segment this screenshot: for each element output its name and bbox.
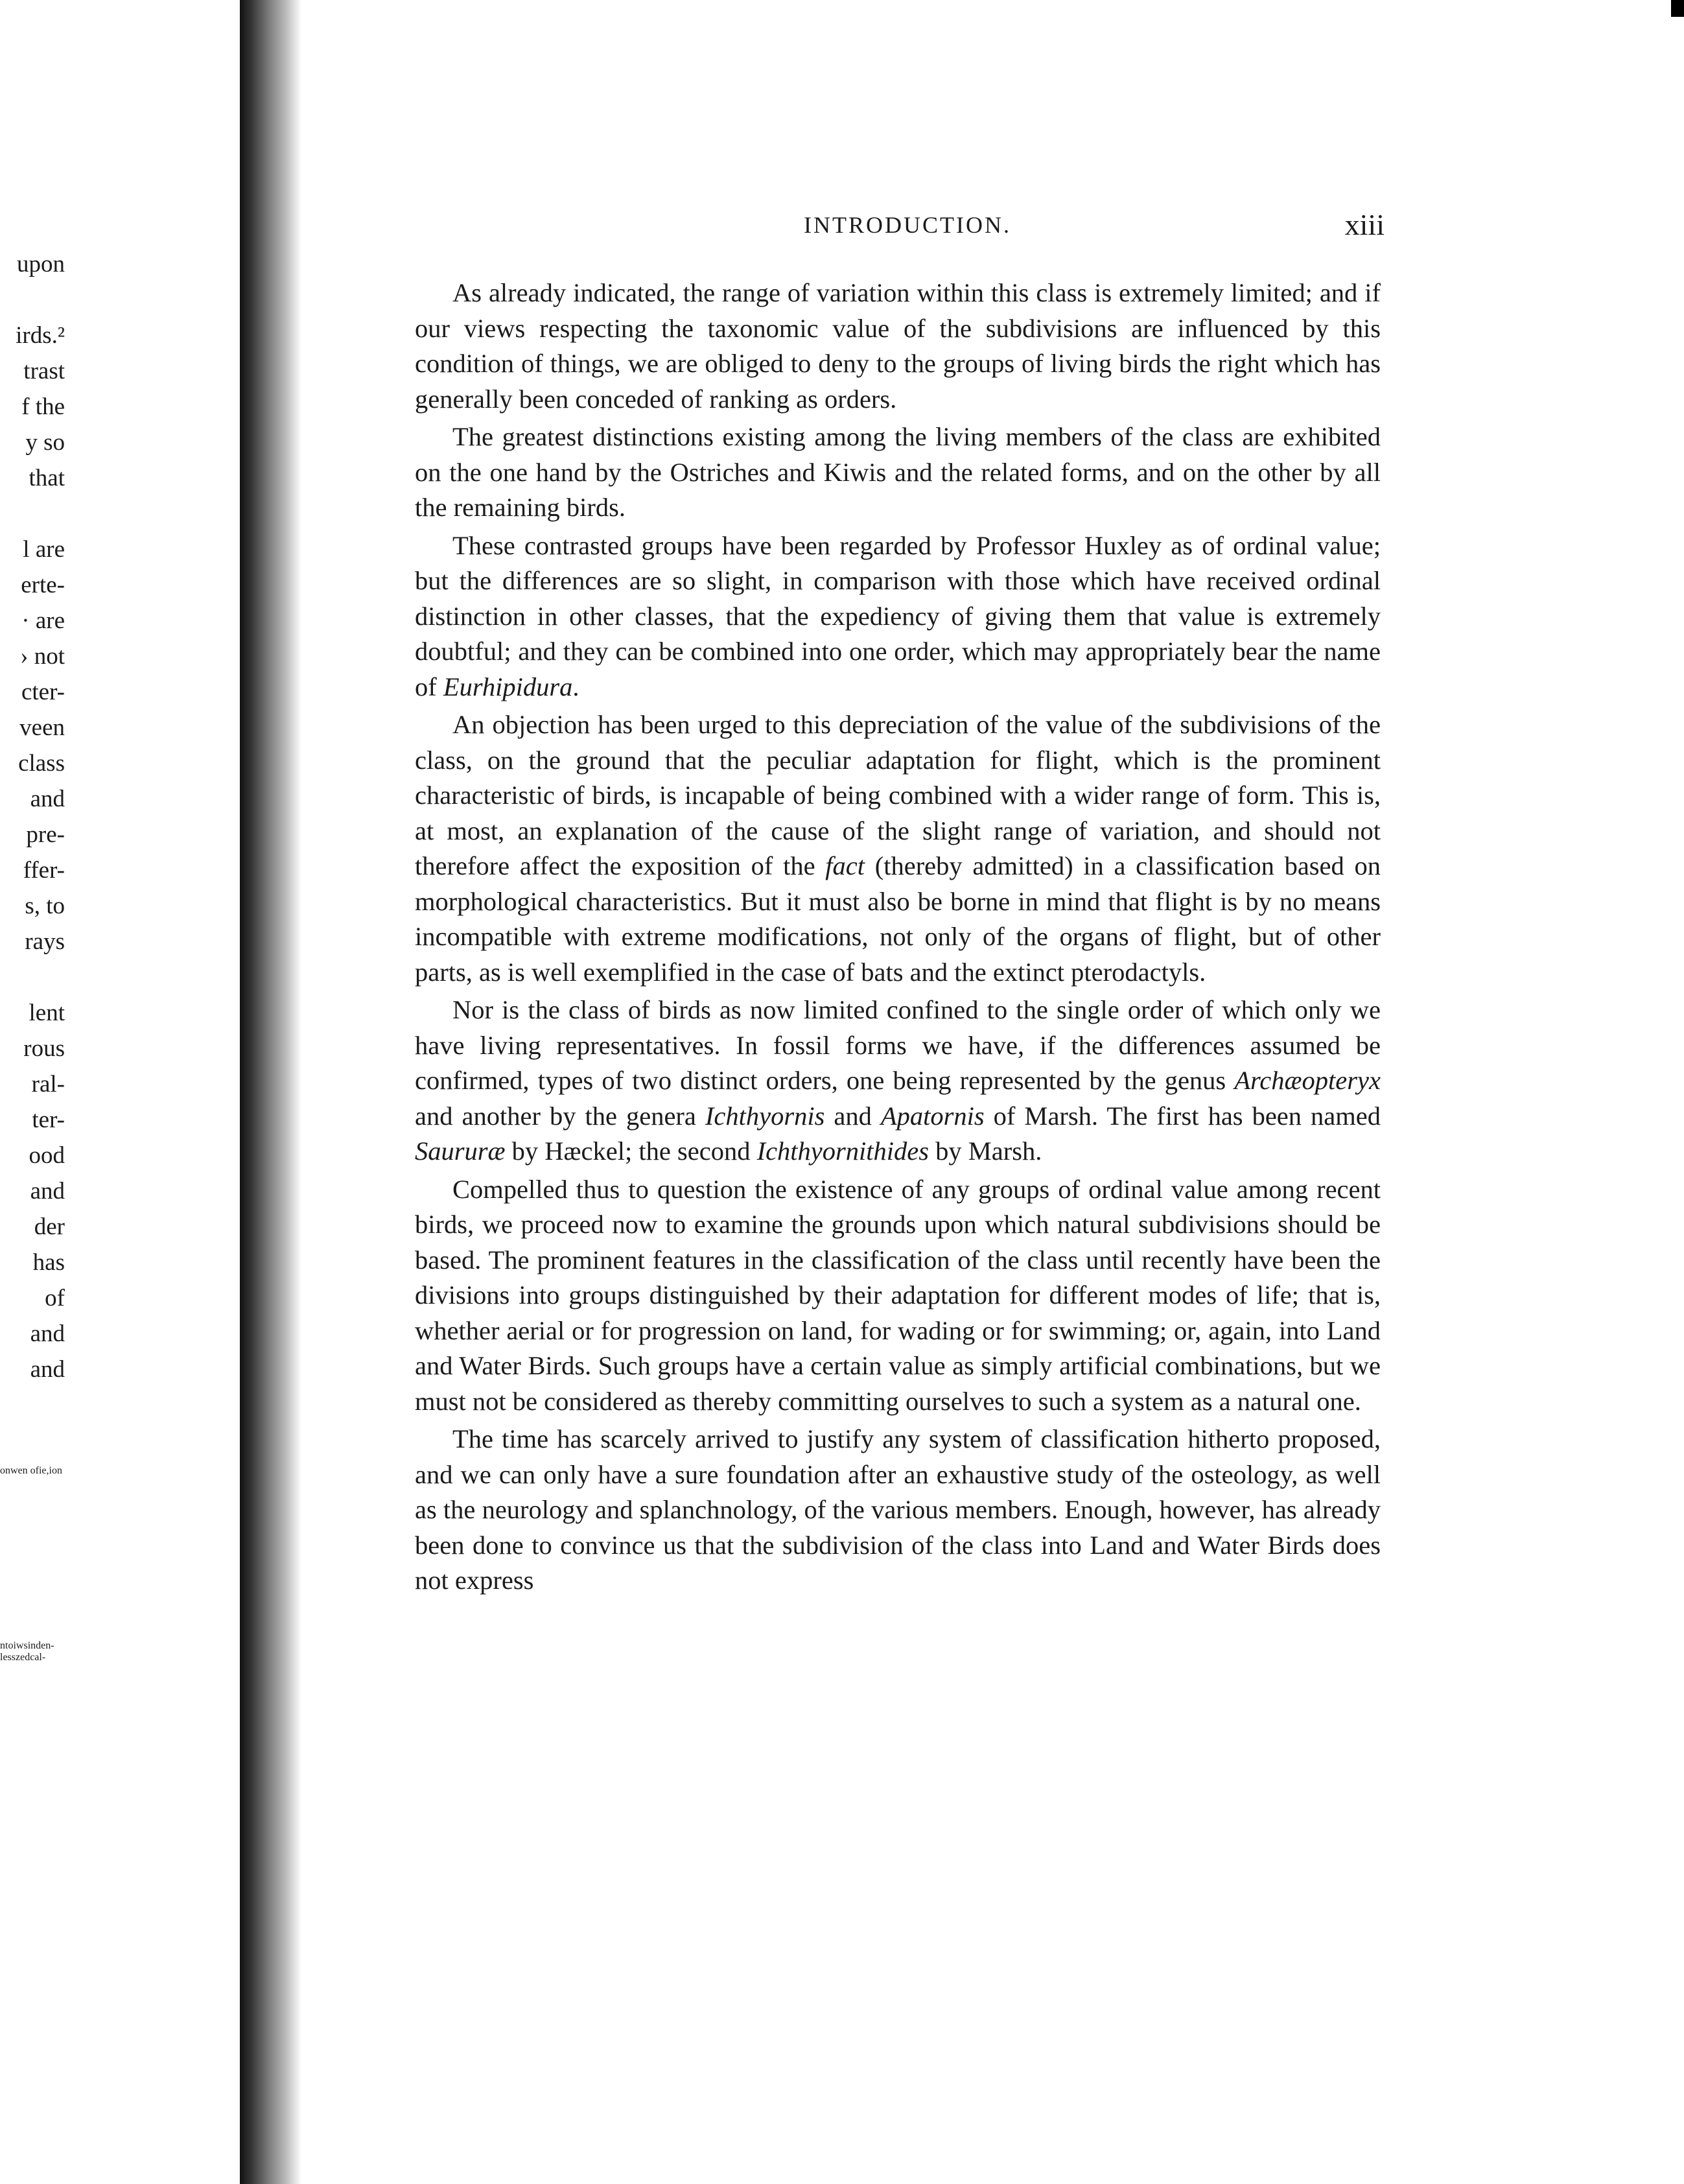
left-page-fragment: and: [30, 786, 65, 812]
paragraph-5-text-a: Nor is the class of birds as now limited confined to the single order of which only we have living representatives. In fossil forms we have, if the differences assumed be confirmed, types of two distinct orders, one being represented by the genus: [415, 995, 1381, 1095]
main-text-column: [415, 276, 1381, 1601]
paragraph-5-text-b: and another by the genera: [415, 1101, 705, 1131]
left-page-fragment: ter-: [32, 1107, 65, 1133]
left-page-footnote-fragment: zed: [16, 1652, 30, 1663]
left-page-footnote-fragment: cal-: [30, 1652, 46, 1663]
paragraph-5: [415, 992, 1381, 1169]
left-page-fragment: of: [45, 1285, 65, 1311]
left-page-footnote-fragment: we: [10, 1465, 23, 1476]
paragraph-7: The time has scarcely arrived to justify any system of classification hitherto proposed, and we can only have a sure foundation after an exhaustive study of the osteology, as well as the neurology and splanchnology, of the various members. Enough, however, has already been done to convince us that the subdivision of the class into Land and Water Birds does not express: [415, 1424, 1381, 1595]
left-page-fragment: ffer-: [23, 857, 65, 884]
scan-edge-mark: [1671, 0, 1684, 17]
left-page-fragment: s, to: [25, 893, 65, 919]
running-header: [415, 207, 1385, 246]
left-page-footnote-fragment: n of: [22, 1465, 39, 1476]
paragraph-5-text-e: by Hæckel; the second: [505, 1136, 757, 1166]
left-page-footnote-fragments-b: [0, 1640, 65, 1663]
left-page-fragment: [0, 959, 65, 995]
left-page-fragment: [0, 496, 65, 532]
emphasis-fact: fact: [825, 851, 865, 880]
left-page-fragment: veen: [19, 714, 65, 741]
left-page-fragment: trast: [23, 358, 65, 384]
paragraph-3-end: .: [572, 672, 579, 701]
left-page-fragment: ral-: [31, 1071, 65, 1098]
taxon-apatornis: Apatornis: [880, 1101, 985, 1131]
taxon-ichthyornis: Ichthyornis: [705, 1101, 825, 1131]
left-page-fragment: [0, 282, 65, 318]
taxon-ichthyornithides: Ichthyornithides: [756, 1136, 930, 1166]
left-page-fragment: has: [32, 1249, 65, 1276]
left-page-footnote-fragment: iws: [13, 1640, 28, 1651]
left-page-footnote-fragment: ie,: [38, 1465, 49, 1476]
binding-gutter: [240, 0, 301, 2184]
paragraph-6: Compelled thus to question the existence of any groups of ordinal value among recent birds, we proceed now to examine the grounds upon which natural subdivisions should be based. The prominent features in the classification of the class until recently have been the divisions into groups distinguished by their adaptation for different modes of life; that is, whether aerial or for progression on land, for wading or for swimming; or, again, into Land and Water Birds. Such groups have a certain value as simply artificial combinations, but we must not be considered as thereby committing ourselves to such a system as a natural one.: [415, 1174, 1381, 1416]
left-page-fragment: › not: [20, 643, 65, 670]
left-page-fragment: irds.²: [16, 322, 65, 349]
left-page-footnote-fragments-a: [0, 1465, 65, 1477]
paragraph-2: The greatest distinctions existing among the living members of the class are exhibited on the one hand by the Ostriches and Kiwis and the related forms, and on the other by all the remaining birds.: [415, 422, 1381, 522]
left-page-fragment: that: [29, 465, 65, 491]
left-page-fragment: upon: [17, 251, 65, 277]
left-page-fragment: rays: [25, 928, 65, 955]
paragraph-5-text-c: and: [824, 1101, 881, 1131]
taxon-eurhipidura: Eurhipidura: [443, 672, 573, 701]
left-page-fragment: and: [30, 1178, 65, 1204]
left-page-fragment: lent: [29, 1000, 65, 1026]
left-page-fragments: [0, 246, 65, 1387]
left-page-fragment: l are: [23, 536, 65, 563]
left-page-fragment: class: [18, 750, 65, 777]
left-page-fragment: pre-: [26, 821, 65, 848]
taxon-saururae: Saururæ: [415, 1136, 506, 1166]
left-page-fragment: rous: [23, 1035, 65, 1062]
left-page-fragment: ood: [29, 1142, 65, 1169]
paragraph-4-text: An objection has been urged to this depreciation of the value of the subdivisions of the class, on the ground that the peculiar adaptation for flight, which is the prominent characteristic of birds, is incapable of being combined with a wider range of form. This is, at most, an explanation of the cause of the slight range of variation, and should not therefore affect the exposition of the: [415, 710, 1381, 880]
left-page-fragment: erte-: [21, 572, 65, 598]
page-number: xiii: [1344, 208, 1385, 241]
taxon-archaeopteryx: Archæopteryx: [1234, 1066, 1381, 1095]
paragraph-4-end: (thereby admitted) in a classification based on morphological characteristics. But it must also be borne in mind that flight is by no means incompatible with extreme modifications, not only of the organs of flight, but of other parts, as is well exemplified in the case of bats and the extinct pterodactyls.: [415, 851, 1381, 987]
left-page-fragment: f the: [21, 393, 65, 420]
left-page-footnote-fragment: on: [0, 1465, 10, 1476]
paragraph-5-text-f: by Marsh.: [929, 1136, 1042, 1166]
left-page-footnote-fragment: ion: [49, 1465, 62, 1476]
paragraph-1: As already indicated, the range of variation within this class is extremely limited; and if our views respecting the taxonomic value of the subdivisions are influenced by this condition of things, we are obliged to deny to the groups of living birds the right which has generally been conceded of ranking as orders.: [415, 278, 1381, 414]
left-page-fragment: and: [30, 1356, 65, 1383]
left-page-fragment: and: [30, 1321, 65, 1347]
left-page-footnote-fragment: ind: [27, 1640, 41, 1651]
left-page-fragment: der: [34, 1214, 65, 1240]
left-page-fragment: · are: [21, 607, 65, 634]
paragraph-5-text-d: of Marsh. The first has been named: [984, 1101, 1381, 1131]
paragraph-3: [415, 528, 1381, 705]
left-page-upper-fragments: [0, 246, 65, 1387]
paragraph-4: [415, 707, 1381, 990]
left-page-fragment: y so: [25, 429, 65, 456]
left-page-footnote-fragment: less: [0, 1652, 16, 1663]
left-page-footnote-fragment: nto: [0, 1640, 14, 1651]
paragraph-3-text: These contrasted groups have been regarded by Professor Huxley as of ordinal value; but the differences are so slight, in comparison with those which have received ordinal distinction in other classes, that the expediency of giving them that value is extremely doubtful; and they can be combined into one order, which may appropriately bear the name of: [415, 530, 1381, 701]
left-page-fragment: cter-: [21, 679, 65, 705]
left-page-footnote-fragment: en-: [41, 1640, 54, 1651]
running-title: INTRODUCTION.: [804, 212, 1011, 238]
